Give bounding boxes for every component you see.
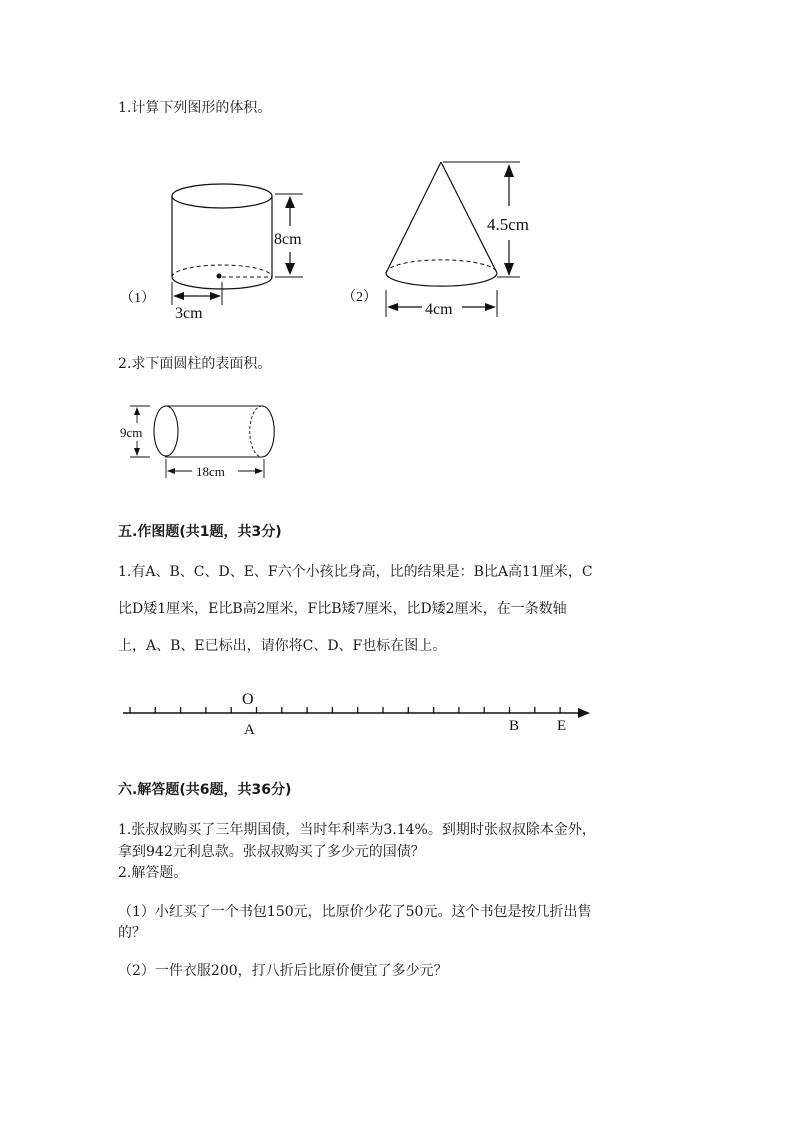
numberline-a-label: A [244, 722, 255, 738]
number-line [123, 707, 590, 718]
section6-q1-line-1: 1.张叔叔购买了三年期国债，当时年利率为3.14%。到期时张叔叔除本金外， [118, 822, 596, 838]
section5-line-1: 1.有A、B、C、D、E、F六个小孩比身高，比的结果是：B比A高11厘米，C [118, 564, 593, 580]
section5-line-3: 上，A、B、E已标出，请你将C、D、F也标在图上。 [118, 638, 447, 654]
section6-sub1-line-2: 的？ [118, 925, 146, 941]
section5-line-2: 比D矮1厘米，E比B高2厘米，F比B矮7厘米，比D矮2厘米，在一条数轴 [118, 601, 567, 617]
numberline-e-label: E [557, 718, 567, 734]
cylinder-radius-label: 3cm [175, 305, 203, 322]
cone-diameter-label: 4cm [425, 301, 453, 318]
q2-length-label: 18cm [196, 464, 225, 479]
q1-text: 1.计算下列图形的体积。 [118, 100, 272, 116]
numberline-origin-label: O [242, 691, 254, 708]
q2-diameter-label: 9cm [120, 425, 143, 440]
fig1-label: （1） [120, 291, 155, 306]
numberline-b-label: B [509, 718, 520, 734]
section5-heading: 五.作图题(共1题，共3分) [118, 524, 282, 540]
section6-sub2: （2）一件衣服200，打八折后比原价便宜了多少元？ [118, 963, 448, 979]
q2-text: 2.求下面圆柱的表面积。 [118, 356, 272, 372]
numberline-arrowhead [578, 708, 590, 718]
cone-height-label: 4.5cm [487, 215, 530, 234]
fig2-label: （2） [342, 290, 377, 305]
section6-q1-line-2: 拿到942元利息款。张叔叔购买了多少元的国债？ [118, 844, 425, 860]
cylinder-height-label: 8cm [274, 231, 302, 248]
section6-sub1-line-1: （1）小红买了一个书包150元，比原价少花了50元。这个书包是按几折出售 [118, 904, 592, 920]
section6-q2: 2.解答题。 [118, 865, 188, 881]
section6-heading: 六.解答题(共6题，共36分) [118, 782, 292, 798]
